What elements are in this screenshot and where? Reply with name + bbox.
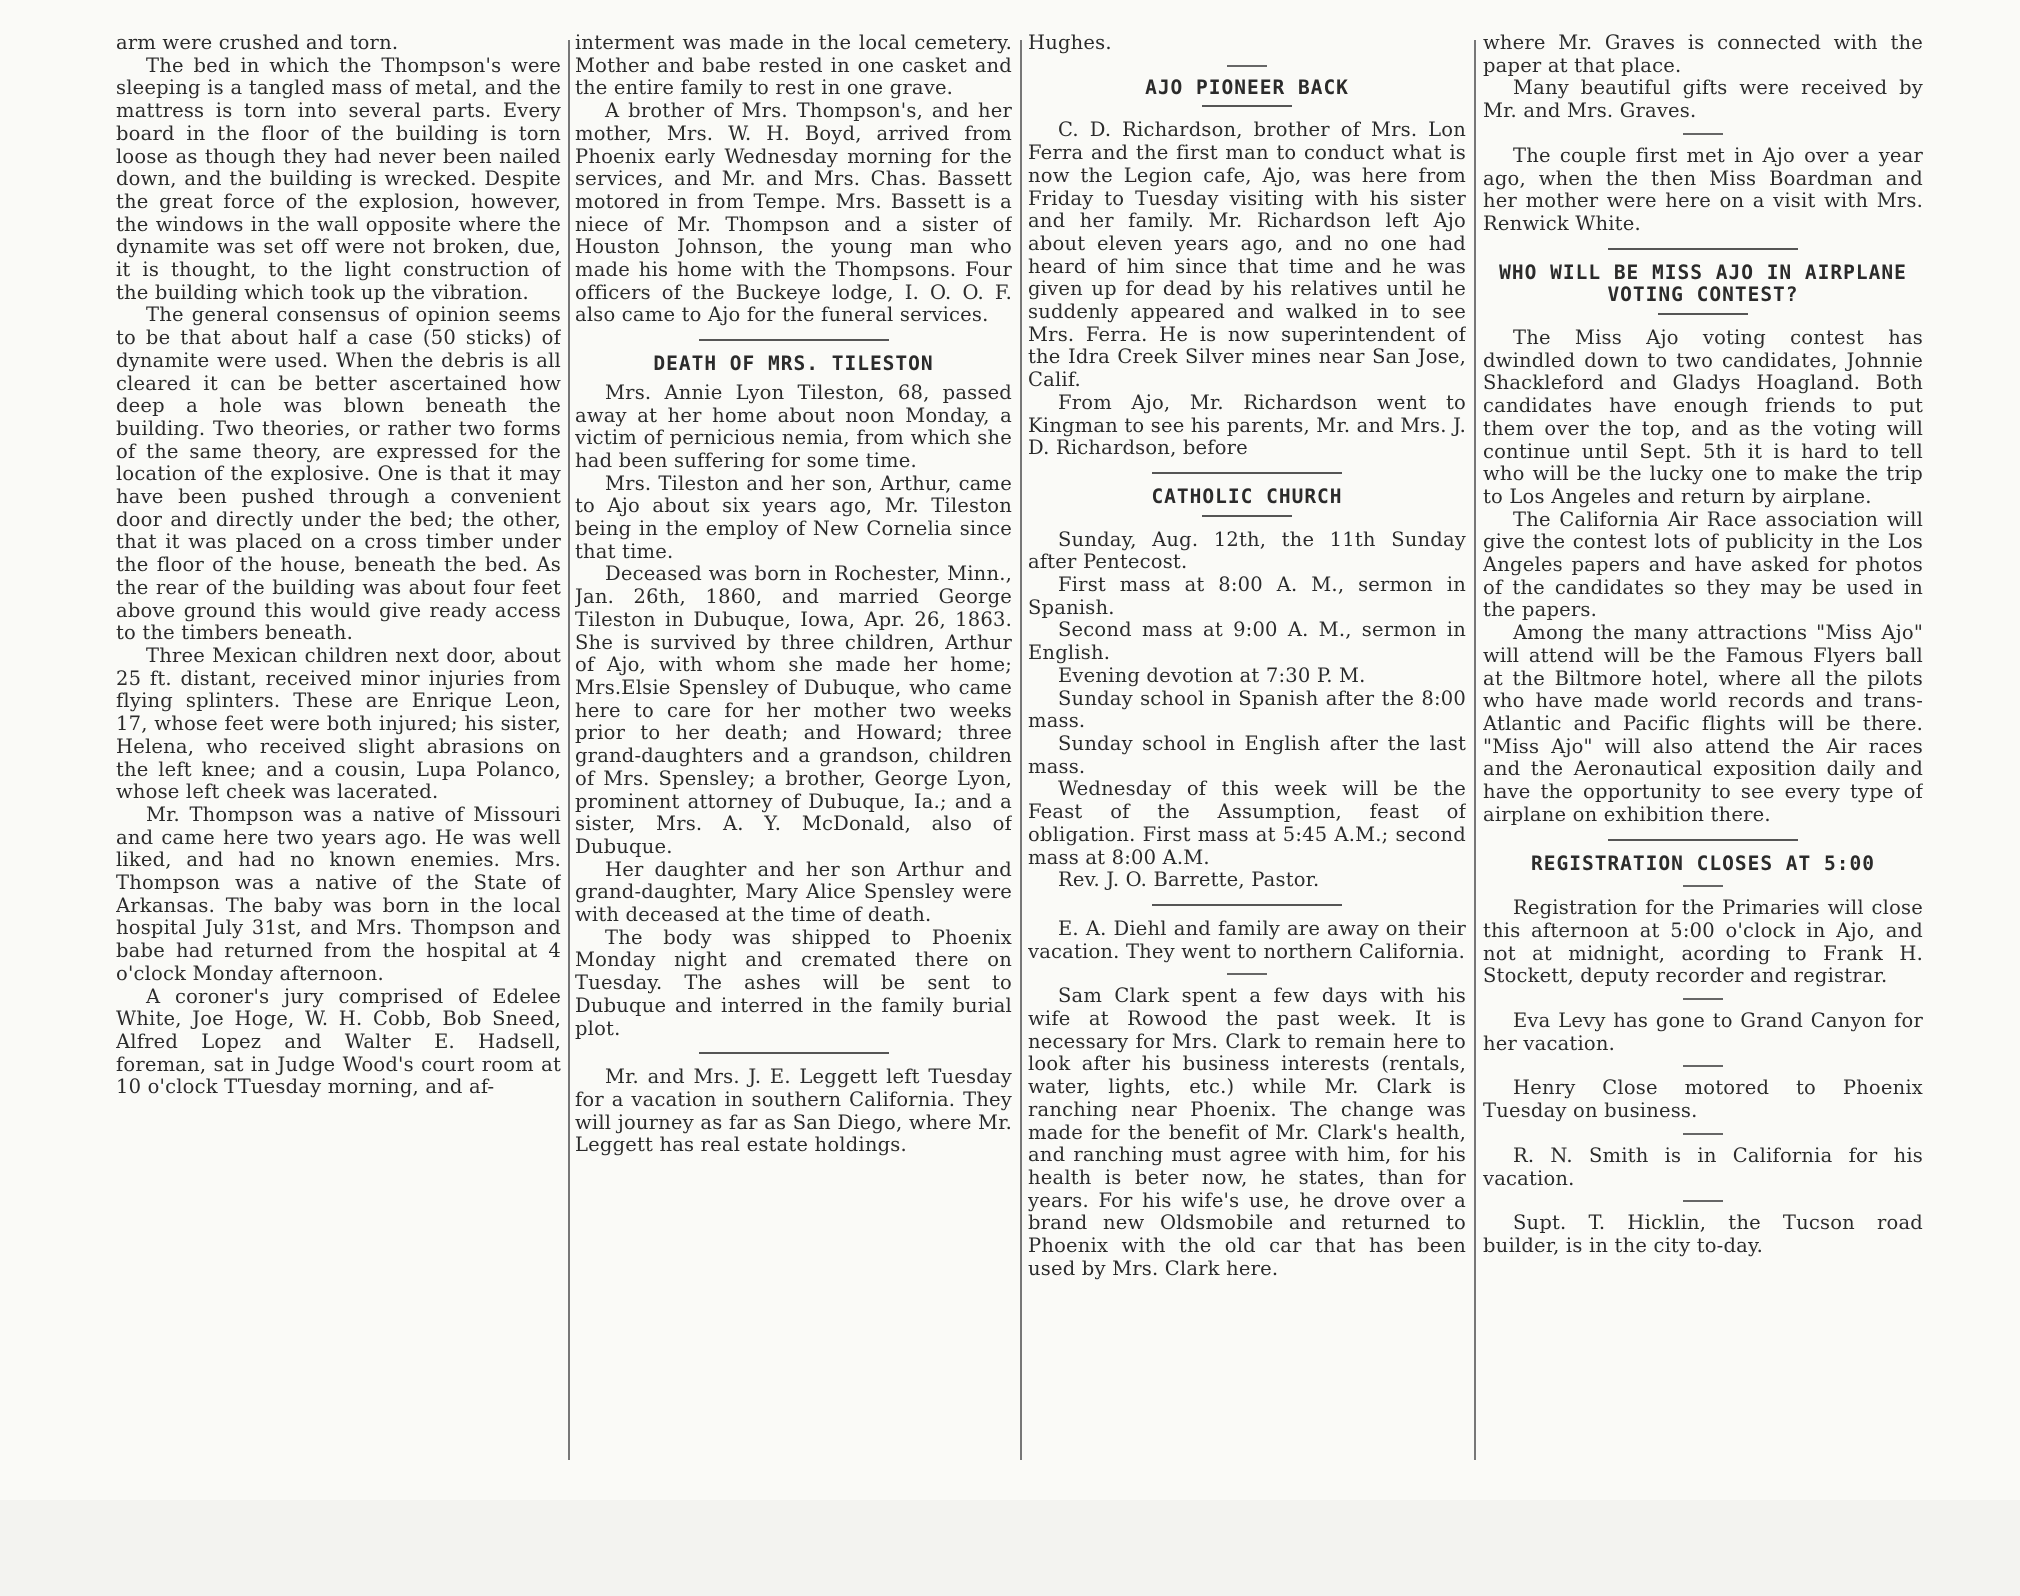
article-paragraph: Among the many attractions "Miss Ajo" will attend will be the Famous Flyers ball at the Biltmore hotel, where all the pilots who have made world records and trans-Atlantic and Pacific flights will be there. "Miss Ajo" will also attend the Air races and the Aeronautical exposition daily and have the opportunity to see every type of airplane on exhibition there. [1483, 621, 1923, 826]
column-2 [575, 32, 1012, 1462]
article-paragraph: Sunday school in Spanish after the 8:00 mass. [1028, 686, 1466, 733]
column-3 [1028, 32, 1466, 1462]
article-paragraph: Sunday school in English after the last mass. [1028, 731, 1466, 778]
article-paragraph: The general consensus of opinion seems to be that about half a case (50 sticks) of dynamite were used. When the debris is all cleared it can be better ascertained how deep a hole was blown beneath the building. Two theories, or rather two forms of the same theory, are expressed for the location of the explosive. One is that it may have been pushed through a convenient door and directly under the bed; the other, that it was placed on a cross timber under the floor of the house, beneath the bed. As the rear of the building was about four feet above ground this would give ready access to the timbers beneath. [116, 303, 561, 645]
article-paragraph: The Miss Ajo voting contest has dwindled down to two candidates, Johnnie Shackleford and Gladys Hoagland. Both candidates have enough friends to put them over the top, and as the voting will continue until Sept. 5th it is hard to tell who will be the lucky one to make the trip to Los Angeles and return by airplane. [1483, 326, 1923, 508]
item-separator [1227, 973, 1267, 975]
article-paragraph: Eva Levy has gone to Grand Canyon for her vacation. [1483, 1009, 1923, 1055]
article-paragraph: Wednesday of this week will be the Feast of the Assumption, feast of obligation. First mass at 5:45 A.M.; second mass at 8:00 A.M. [1028, 777, 1466, 869]
article-paragraph: Mrs. Annie Lyon Tileston, 68, passed away at her home about noon Monday, a victim of pernicious nemia, from which she had been suffering for some time. [575, 380, 1012, 472]
column-divider [1020, 40, 1022, 1460]
article-paragraph: Three Mexican children next door, about 25 ft. distant, received minor injuries from flying splinters. These are Enrique Leon, 17, whose feet were both injured; his sister, Helena, who received slight abrasions on the left knee; and a cousin, Lupa Polanco, whose left cheek was lacerated. [116, 643, 561, 804]
article-separator [699, 1052, 889, 1054]
article-separator [1608, 839, 1798, 841]
article-paragraph: C. D. Richardson, brother of Mrs. Lon Ferra and the first man to conduct what is now the Legion cafe, Ajo, was here from Friday to Tuesday visiting with his sister and her family. Mr. Richardson left Ajo about eleven years ago, and no one had heard of him since that time and he was given up for dead by his relatives until he suddenly appeared and walked in to see Mrs. Ferra. He is now superintendent of the Idra Creek Silver mines near San Jose, Calif. [1028, 118, 1466, 392]
item-separator [1683, 1065, 1723, 1067]
article-separator [1608, 248, 1798, 250]
article-paragraph: arm were crushed and torn. [116, 32, 399, 54]
article-headline: DEATH OF MRS. TILESTON [653, 352, 934, 376]
article-paragraph: Rev. J. O. Barrette, Pastor. [1058, 868, 1320, 892]
article-paragraph: E. A. Diehl and family are away on their vacation. They went to northern California. [1028, 916, 1466, 963]
article-paragraph: interment was made in the local cemetery. Mother and babe rested in one casket and the entire family to rest in one grave. [575, 32, 1012, 100]
article-paragraph: From Ajo, Mr. Richardson went to Kingman to see his parents, Mr. and Mrs. J. D. Richardson, before [1028, 390, 1466, 460]
item-separator [1683, 133, 1723, 135]
article-headline: WHO WILL BE MISS AJO IN AIRPLANE VOTING CONTEST? [1499, 260, 1907, 307]
article-headline: AJO PIONEER BACK [1145, 75, 1349, 99]
article-paragraph: Supt. T. Hicklin, the Tucson road builder, is in the city to-day. [1483, 1211, 1923, 1257]
article-headline: REGISTRATION CLOSES AT 5:00 [1531, 851, 1875, 875]
column-1 [116, 32, 561, 1462]
article-paragraph: Deceased was born in Rochester, Minn., Jan. 26th, 1860, and married George Tileston in Dubuque, Iowa, Apr. 26, 1863. She is survived by three children, Arthur of Ajo, with whom she made her home; Mrs.Elsie Spensley of Dubuque, who came here to care for her mother two weeks prior to her death; and Howard; three grand-daughters and a grandson, children of Mrs. Spensley; a brother, George Lyon, prominent attorney of Dubuque, Ia.; and a sister, Mrs. A. Y. McDonald, also of Dubuque. [575, 562, 1012, 858]
item-separator [1683, 998, 1723, 1000]
column-divider [568, 40, 570, 1460]
page-margin [0, 1500, 2020, 1596]
headline-rule [1658, 313, 1748, 315]
article-paragraph: First mass at 8:00 A. M., sermon in Spanish. [1028, 573, 1466, 619]
article-paragraph: Mr. Thompson was a native of Missouri and came here two years ago. He was well liked, and had no known enemies. Mrs. Thompson was a native of the State of Arkansas. The baby was born in the local hospital July 31st, and Mrs. Thompson and babe had returned from the hospital at 4 o'clock Monday afternoon. [116, 802, 561, 985]
article-headline: CATHOLIC CHURCH [1151, 484, 1343, 508]
article-separator [1152, 904, 1342, 906]
article-paragraph: Her daughter and her son Arthur and grand-daughter, Mary Alice Spensley were with deceased at the time of death. [575, 857, 1012, 927]
article-paragraph: A coroner's jury comprised of Edelee White, Joe Hoge, W. H. Cobb, Bob Sneed, Alfred Lopez and Walter E. Hadsell, foreman, sat in Judge Wood's court room at 10 o'clock TTuesday morning, and af- [116, 984, 561, 1099]
article-paragraph: A brother of Mrs. Thompson's, and her mother, Mrs. W. H. Boyd, arrived from Phoenix early Wednesday morning for the services, and Mr. and Mrs. Chas. Bassett motored in from Tempe. Mrs. Bassett is a niece of Mr. Thompson and a sister of Houston Johnson, the young man who made his home with the Thompsons. Four officers of the Buckeye lodge, I. O. O. F. also came to Ajo for the funeral services. [575, 99, 1012, 327]
column-4 [1483, 32, 1923, 1462]
article-paragraph: Sunday, Aug. 12th, the 11th Sunday after Pentecost. [1028, 527, 1466, 574]
article-paragraph: Henry Close motored to Phoenix Tuesday on business. [1483, 1076, 1923, 1123]
article-paragraph: R. N. Smith is in California for his vacation. [1483, 1143, 1923, 1190]
article-separator [1152, 472, 1342, 474]
article-paragraph: Mr. and Mrs. J. E. Leggett left Tuesday for a vacation in southern California. They will journey as far as San Diego, where Mr. Leggett has real estate holdings. [575, 1065, 1012, 1157]
article-paragraph: Many beautiful gifts were received by Mr. and Mrs. Graves. [1483, 76, 1923, 123]
headline-rule [1202, 105, 1292, 107]
article-paragraph: The couple first met in Ajo over a year ago, when the then Miss Boardman and her mother were here on a visit with Mrs. Renwick White. [1483, 143, 1923, 235]
column-divider [1474, 40, 1476, 1460]
article-paragraph: Registration for the Primaries will close this afternoon at 5:00 o'clock in Ajo, and not at midnight, acording to Frank H. Stockett, deputy recorder and registrar. [1483, 896, 1923, 988]
item-separator [1683, 1133, 1723, 1135]
item-separator [1227, 65, 1267, 67]
article-paragraph: Sam Clark spent a few days with his wife at Rowood the past week. It is necessary for Mrs. Clark to remain here to look after his business interests (rentals, water, lights, etc.) while Mr. Clark is ranching near Phoenix. The change was made for the benefit of Mr. Clark's health, and ranching must agree with him, for his health is beter now, he states, than for years. For his wife's use, he drove over a brand new Oldsmobile and returned to Phoenix with the old car that has been used by Mrs. Clark here. [1028, 984, 1466, 1280]
article-paragraph: The body was shipped to Phoenix Monday night and cremated there on Tuesday. The ashes will be sent to Dubuque and interred in the family burial plot. [575, 925, 1012, 1040]
headline-rule [1202, 515, 1292, 517]
article-paragraph: Hughes. [1028, 32, 1112, 54]
article-paragraph: Mrs. Tileston and her son, Arthur, came to Ajo about six years ago, Mr. Tileston being in the employ of New Cornelia since that time. [575, 471, 1012, 563]
article-paragraph: Evening devotion at 7:30 P. M. [1058, 663, 1366, 687]
item-separator [1683, 885, 1723, 887]
article-paragraph: The California Air Race association will give the contest lots of publicity in the Los Angeles papers and have asked for photos of the candidates so they may be used in the papers. [1483, 507, 1923, 622]
article-separator [699, 339, 889, 341]
item-separator [1683, 1200, 1723, 1202]
article-paragraph: The bed in which the Thompson's were sleeping is a tangled mass of metal, and the mattress is torn into several parts. Every board in the floor of the building is torn loose as though they had never been nailed down, and the building is wrecked. Despite the great force of the explosion, however, the windows in the wall opposite where the dynamite was set off were not broken, due, it is thought, to the light construction of the building which took up the vibration. [116, 53, 561, 304]
article-paragraph: Second mass at 9:00 A. M., sermon in English. [1028, 618, 1466, 665]
article-paragraph: where Mr. Graves is connected with the paper at that place. [1483, 32, 1923, 77]
